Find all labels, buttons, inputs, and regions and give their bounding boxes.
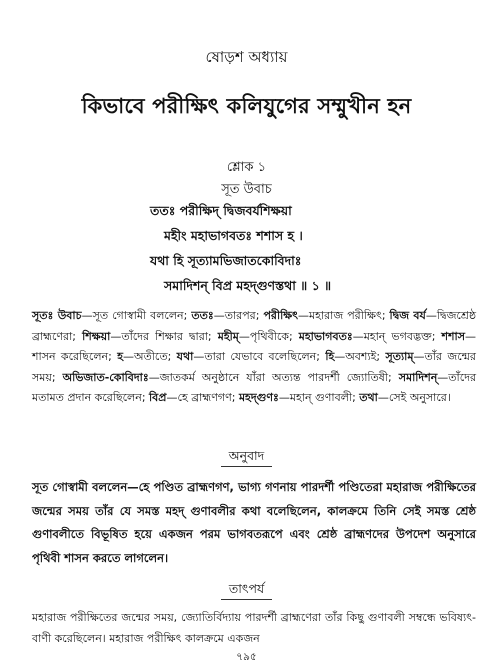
page-number: ৭৯৫ (236, 651, 257, 663)
synonym-meaning: —দ্বিজশ্রেষ্ঠ ব্রাহ্মণেরা; (32, 309, 476, 343)
synonym-term: অভিজাত-কোবিদাঃ (62, 370, 149, 384)
synonym-meaning: —মহান্ ভগবদ্ভক্ত; (352, 329, 442, 343)
synonym-meaning: —তাঁর জন্মের সময়; (32, 350, 476, 384)
verse-line-3: যথা হি সূত্যামভিজাতকোবিদাঃ (150, 253, 302, 268)
synonym-term: শশাস (441, 329, 465, 343)
synonym-meaning: —সেই অনুসারে। (377, 391, 451, 405)
synonym-term: শিক্ষয়া (82, 329, 111, 343)
synonym-meaning: —তাঁদের মতামত প্রদান করেছিলেন; (32, 370, 476, 405)
synonym-meaning: —মহান্ গুণাবলী; (278, 391, 360, 405)
synonym-term: সূতঃ উবাচ (32, 309, 82, 322)
chapter-title: কিভাবে পরীক্ষিৎ কলিযুগের সম্মুখীন হন (81, 94, 412, 118)
purport-heading: তাৎপর্য (0, 581, 493, 601)
synonym-meaning: —পৃথিবীকে; (238, 329, 299, 343)
synonym-meaning: —জাতকর্ম অনুষ্ঠানে যাঁরা অত্যন্ত পারদর্শী জ্যোতিষী; (148, 370, 399, 384)
synonym-term: সূত্যাম্ (385, 350, 414, 364)
synonym-term: মহাভাগবতঃ (298, 329, 353, 343)
synonym-term: দ্বিজ বর্য (389, 309, 426, 322)
verse-line-2: মহীং মহাভাগবতঃ শশাস হ । (164, 228, 303, 243)
synonym-term: তথা (359, 391, 378, 405)
verse-number: শ্লোক ১ (226, 160, 267, 175)
synonym-term: হি (325, 350, 335, 364)
synonym-meaning: —অতীতে; (122, 350, 177, 364)
synonym-term: মহীম্ (217, 329, 239, 343)
verse-line-4: সমাদিশন্ বিপ্র মহদ্গুণস্তথা ॥ ১ ॥ (164, 278, 332, 293)
synonym-meaning: —তাঁদের শিক্ষার দ্বারা; (110, 329, 218, 343)
synonym-term: বিপ্র (149, 391, 167, 405)
synonym-meaning: —হে ব্রাহ্মণগণ; (166, 391, 239, 405)
translation-paragraph: সূত গোস্বামী বললেন—হে পণ্ডিত ব্রাহ্মণগণ, ভাগ্য গণনায় পারদর্শী পণ্ডিতেরা মহারাজ পরীক্ষিতের জন্মের সময় তাঁর যে সমস্ত মহদ্ গুণাবলীর কথা বলেছিলেন, কালক্রমে তিনি সেই সমস্ত শ্রেষ্ঠ গুণাবলীতে বিভূষিত হয়ে একজন পরম ভাগবতরূপে এবং শ্রেষ্ঠ ব্রাহ্মণদের উপদেশ অনুসারে পৃথিবী শাসন করতে লাগলেন। (32, 480, 476, 565)
synonym-term: পরীক্ষিৎ (263, 309, 299, 322)
chapter-number: ষোড়শ অধ্যায় (205, 48, 288, 66)
synonyms-paragraph (32, 306, 476, 409)
synonym-meaning: —শাসন করেছিলেন; (32, 329, 476, 364)
verse-line-1: ততঃ পরীক্ষিদ্ দ্বিজবর্যশিক্ষয়া (150, 203, 292, 218)
synonym-term: ততঃ (191, 309, 214, 322)
synonym-meaning: —অবশ্যই; (334, 350, 386, 364)
synonym-meaning: —সূত গোস্বামী বললেন; (81, 309, 192, 322)
synonym-term: যথা (176, 350, 194, 364)
synonym-meaning: —মহারাজ পরীক্ষিৎ; (298, 309, 390, 322)
synonym-term: সমাদিশন্ (398, 370, 438, 384)
verse-speaker: সূত উবাচ (221, 182, 272, 197)
synonym-term: হ (117, 350, 123, 364)
synonym-meaning: —তারা যেভাবে বলেছিলেন; (193, 350, 326, 364)
synonym-term: মহদ্গুণঃ (238, 391, 279, 405)
synonym-meaning: —তারপর; (213, 309, 264, 322)
translation-heading: অনুবাদ (0, 448, 493, 468)
purport-paragraph: মহারাজ পরীক্ষিতের জন্মের সময়, জ্যোতির্বিদ্যায় পারদর্শী ব্রাহ্মণেরা তাঁর কিছু গুণাবলী সম্বন্ধে ভবিষ্যৎ-বাণী করেছিলেন। মহারাজ পরীক্ষিৎ কালক্রমে একজন (32, 611, 476, 645)
